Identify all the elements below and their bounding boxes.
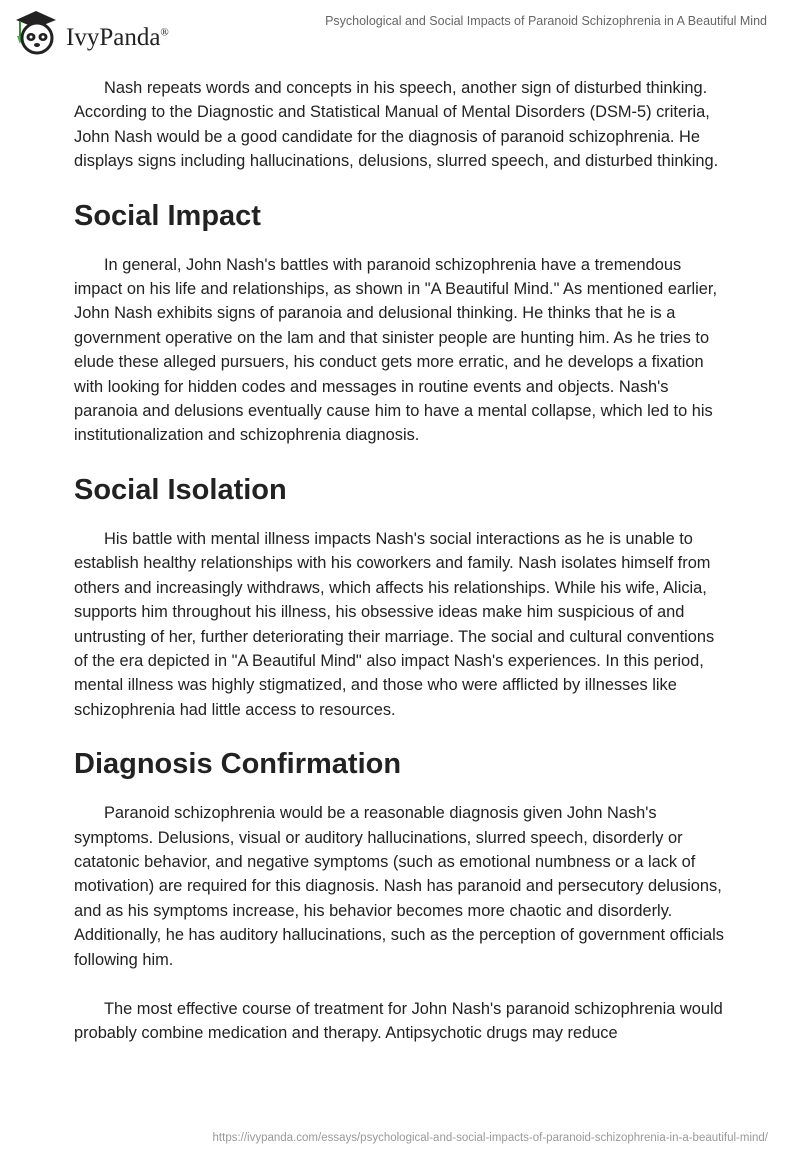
logo-text: IvyPanda	[66, 24, 161, 51]
section-heading: Social Isolation	[74, 473, 287, 506]
page-header	[0, 0, 800, 60]
registered-mark: ®	[160, 26, 169, 39]
paragraph: Nash repeats words and concepts in his speech, another sign of disturbed thinking. According to the Diagnostic and Statistical Manual of Mental Disorders (DSM-5) criteria, John Nash would be a good candidate for the diagnosis of paranoid schizophrenia. He displays signs including hallucinations, delusions, slurred speech, and disturbed thinking.	[74, 79, 719, 171]
section-heading: Diagnosis Confirmation	[74, 748, 402, 781]
paragraph: Paranoid schizophrenia would be a reasonable diagnosis given John Nash's symptoms. Delusions, visual or auditory hallucinations, slurred speech, disorderly or catatonic behavior, and negative symptoms (such as emotional numbness or a lack of motivation) are required for this diagnosis. Nash has paranoid and persecutory delusions, and as his symptoms increase, his behavior becomes more chaotic and disorderly. Additionally, he has auditory hallucinations, such as the perception of government officials following him.	[74, 804, 724, 969]
document-title: Psychological and Social Impacts of Paranoid Schizophrenia in A Beautiful Mind	[325, 14, 767, 28]
paragraph: The most effective course of treatment for John Nash's paranoid schizophrenia would probably combine medication and therapy. Antipsychotic drugs may reduce	[74, 999, 723, 1043]
section-heading: Social Impact	[74, 199, 261, 232]
panda-graduate-icon	[12, 8, 60, 56]
paragraph: His battle with mental illness impacts Nash's social interactions as he is unable to establish healthy relationships with his coworkers and family. Nash isolates himself from others and increasingly withdraws, which affects his relationships. While his wife, Alicia, supports him throughout his illness, his obsessive ideas make him suspicious of and untrusting of her, further deteriorating their marriage. The social and cultural conventions of the era depicted in "A Beautiful Mind" also impact Nash's experiences. In this period, mental illness was highly stigmatized, and those who were afflicted by illnesses like schizophrenia had little access to resources.	[74, 529, 715, 719]
ivypanda-logo[interactable]	[12, 8, 169, 56]
source-url[interactable]: https://ivypanda.com/essays/psychological-and-social-impacts-of-paranoid-schizophrenia-in-a-beautiful-mind/	[212, 1132, 768, 1144]
essay-body	[74, 76, 729, 1071]
paragraph: In general, John Nash's battles with paranoid schizophrenia have a tremendous impact on his life and relationships, as shown in "A Beautiful Mind." As mentioned earlier, John Nash exhibits signs of paranoia and delusional thinking. He thinks that he is a government operative on the lam and that sinister people are hunting him. As he tries to elude these alleged pursuers, his conduct gets more erratic, and he develops a fixation with looking for hidden codes and messages in routine events and objects. Nash's paranoia and delusions eventually cause him to have a mental collapse, which led to his institutionalization and schizophrenia diagnosis.	[74, 255, 718, 445]
